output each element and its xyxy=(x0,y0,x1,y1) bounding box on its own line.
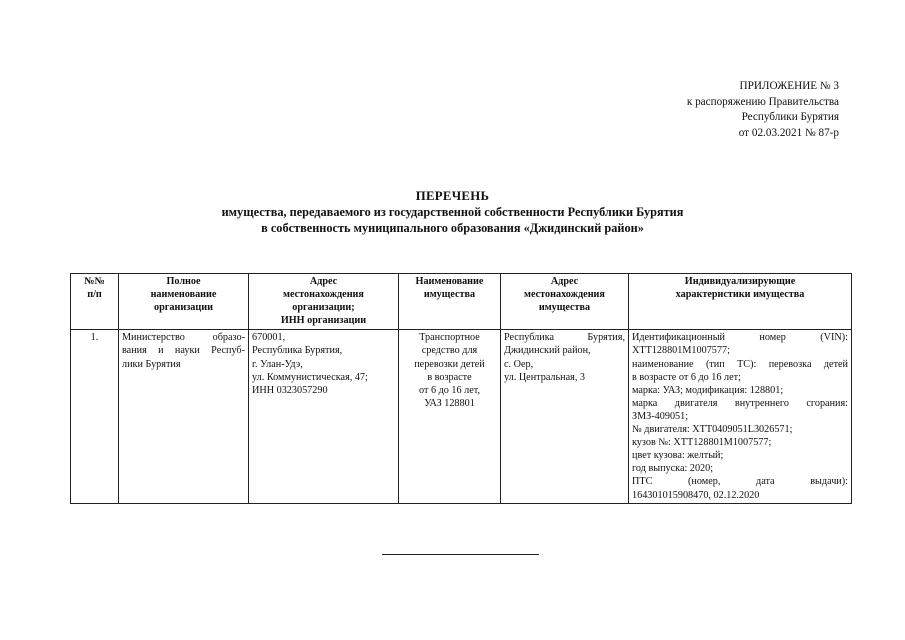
cell-line: марка: УАЗ; модификация: 128801; xyxy=(632,384,784,396)
title-main: ПЕРЕЧЕНЬ xyxy=(415,189,490,203)
document-title xyxy=(0,188,905,236)
cell-line: п/п xyxy=(87,289,102,301)
cell-line: лики Бурятия xyxy=(122,358,181,370)
cell-line: в возрасте от 6 до 16 лет; xyxy=(632,371,741,383)
cell-line: Индивидуализирующие xyxy=(684,276,796,287)
cell-line: ЗМЗ-409051; xyxy=(632,410,689,422)
cell-line: перевозки детей xyxy=(414,358,485,370)
cell-line: ПТС (номер, дата выдачи): xyxy=(632,476,848,488)
cell-line: г. Улан-Удэ, xyxy=(252,358,303,370)
cell-line: Полное xyxy=(166,276,201,287)
footer-divider xyxy=(382,554,539,555)
cell-line: Республика Бурятия, xyxy=(252,345,343,357)
cell-line: имущества xyxy=(538,302,591,314)
cell-line: марка двигателя внутреннего сгорания: xyxy=(632,397,848,409)
table-row xyxy=(71,330,852,503)
cell-line: УАЗ 128801 xyxy=(424,397,475,409)
cell-line: Адрес xyxy=(550,276,579,287)
row-number: 1. xyxy=(71,330,119,503)
cell-line: в возрасте xyxy=(427,371,472,383)
cell-line: местонахождения xyxy=(283,289,364,301)
cell-line: имущества xyxy=(423,289,476,301)
cell-line: ИНН организации xyxy=(280,315,367,327)
cell-line: характеристики имущества xyxy=(675,289,805,301)
header-number xyxy=(71,274,119,330)
cell-line: местонахождения xyxy=(524,289,605,301)
header-org-address xyxy=(249,274,399,330)
row-org-address xyxy=(249,330,399,503)
cell-line: наименование (тип ТС): перевозка детей xyxy=(632,358,848,370)
cell-line: от 6 до 16 лет, xyxy=(419,384,480,396)
row-characteristics xyxy=(629,330,852,503)
appendix-order-ref: к распоряжению Правительства xyxy=(686,95,839,108)
appendix-government: Республики Бурятия xyxy=(741,111,839,123)
cell-line: год выпуска: 2020; xyxy=(632,463,714,475)
header-characteristics xyxy=(629,274,852,330)
cell-line: средство для xyxy=(421,345,478,357)
appendix-date-number: от 02.03.2021 № 87-р xyxy=(738,126,839,139)
row-org-name xyxy=(119,330,249,503)
cell-line: вания и науки Респуб- xyxy=(122,345,245,357)
cell-line: 670001, xyxy=(252,332,286,344)
appendix-header xyxy=(687,79,839,141)
cell-line: № двигателя: ХТТ0409051L3026571; xyxy=(632,424,793,436)
title-line-1: имущества, передаваемого из государственной собственности Республики Бурятия xyxy=(221,205,684,219)
cell-line: Республика Бурятия, xyxy=(504,332,625,344)
cell-line: с. Оер, xyxy=(504,358,534,370)
row-property-address xyxy=(501,330,629,503)
cell-line: ХТТ128801М1007577; xyxy=(632,345,730,357)
cell-line: цвет кузова: желтый; xyxy=(632,450,724,462)
cell-line: Транспортное xyxy=(419,332,480,344)
cell-line: ИНН 0323057290 xyxy=(252,384,328,396)
table-header-row xyxy=(71,274,852,330)
cell-line: организации; xyxy=(292,302,355,314)
cell-line: наименование xyxy=(150,289,217,301)
appendix-number: ПРИЛОЖЕНИЕ № 3 xyxy=(739,80,839,92)
cell-line: ул. Коммунистическая, 47; xyxy=(252,371,368,383)
header-property-address xyxy=(501,274,629,330)
cell-line: Идентификационный номер (VIN): xyxy=(632,332,848,344)
header-property-name xyxy=(399,274,501,330)
cell-line: организации xyxy=(153,302,214,314)
row-property-name xyxy=(399,330,501,503)
cell-line: Министерство образо- xyxy=(122,332,245,344)
cell-line: Наименование xyxy=(415,276,484,287)
cell-line: Адрес xyxy=(309,276,338,287)
property-table xyxy=(70,273,852,504)
cell-line: кузов №: ХТТ128801М1007577; xyxy=(632,437,772,449)
cell-line: Джидинский район, xyxy=(504,345,591,357)
header-org-name xyxy=(119,274,249,330)
title-line-2: в собственность муниципального образования «Джидинский район» xyxy=(261,221,644,235)
cell-line: 164301015908470, 02.12.2020 xyxy=(632,489,760,501)
cell-line: ул. Центральная, 3 xyxy=(504,371,586,383)
cell-line: №№ xyxy=(84,276,105,287)
